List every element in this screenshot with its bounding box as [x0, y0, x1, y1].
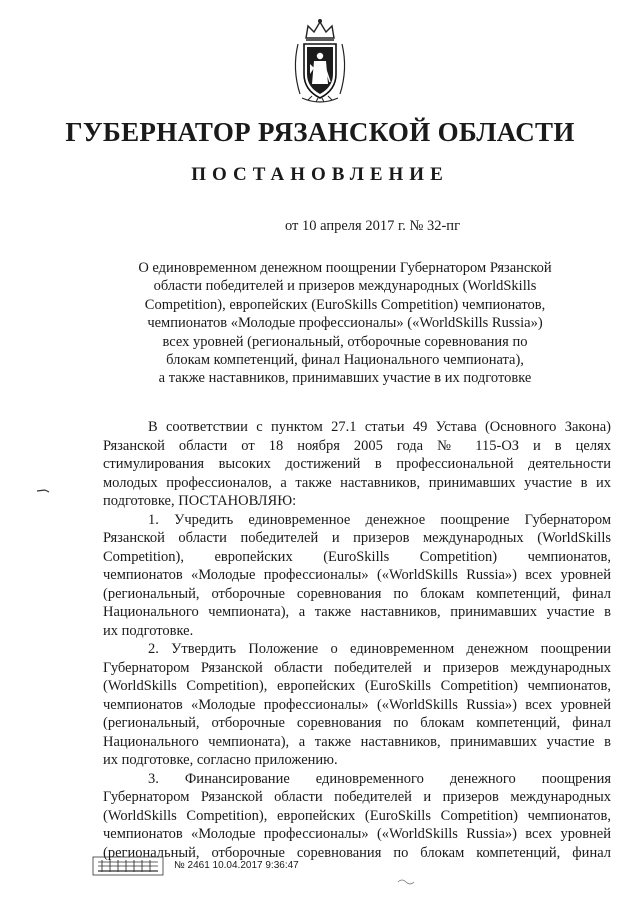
- clause-2-line: Губернатором Рязанской области победителей и призеров международных: [103, 659, 611, 676]
- preamble-line: В соответствии с пунктом 27.1 статьи 49 Устава (Основного Закона): [148, 419, 611, 435]
- scan-artifact: [396, 876, 416, 886]
- subject-line: О единовременном денежном поощрении Губернатором Рязанской: [138, 260, 552, 276]
- document-type: ПОСТАНОВЛЕНИЕ: [191, 164, 449, 185]
- document-subject: [120, 259, 570, 388]
- registration-stamp: № 2461 10.04.2017 9:36:47: [174, 860, 299, 871]
- clause-2-line: (региональный, отборочные соревнования по блокам компетенций, финал: [103, 715, 611, 731]
- subject-line: блокам компетенций, финал Национального чемпионата),: [166, 352, 524, 369]
- clause-3-line: Губернатором Рязанской области победителей и призеров международных: [103, 789, 611, 805]
- document-system-logo-icon: [92, 856, 164, 876]
- registration-footer: [92, 856, 299, 876]
- clause-2-line: (WorldSkills Competition), европейских (EuroSkills Competition) чемпионатов,: [103, 678, 611, 694]
- clause-1-line: Competition), европейских (EuroSkills Competition) чемпионатов,: [103, 548, 611, 565]
- clause-2-line: Национального чемпионата), а также наставников, принимавших участие в: [103, 733, 611, 750]
- clause-3-line: (региональный, отборочные соревнования по блокам компетенций, финал: [103, 844, 611, 861]
- date-number-text: от 10 апреля 2017 г. № 32-пг: [284, 218, 461, 234]
- clause-3-line: (WorldSkills Competition), европейских (EuroSkills Competition) чемпионатов,: [103, 807, 611, 824]
- clause-3-line: 3. Финансирование единовременного денежного поощрения: [148, 770, 611, 787]
- document-date-number: [0, 216, 640, 236]
- clause-2-line: 2. Утвердить Положение о единовременном денежном поощрении: [148, 641, 611, 657]
- clause-2-line: их подготовке, согласно приложению.: [103, 752, 338, 768]
- preamble-line: Рязанской области от 18 ноября 2005 года № 115-ОЗ и в целях: [103, 437, 611, 454]
- clause-1-line: Рязанской области победителей и призеров международных (WorldSkills: [103, 530, 611, 546]
- subject-line: чемпионатов «Молодые профессионалы» («WorldSkills Russia»): [147, 315, 543, 332]
- clause-1-line: 1. Учредить единовременное денежное поощрение Губернатором: [148, 511, 611, 528]
- scan-artifact: [36, 488, 50, 494]
- preamble-line: молодых профессионалов, а также наставников, принимавших участие в их: [103, 474, 611, 491]
- preamble-line: подготовке, ПОСТАНОВЛЯЮ:: [103, 493, 297, 509]
- subject-line: всех уровней (региональный, отборочные соревнования по: [162, 333, 528, 350]
- subject-line: а также наставников, принимавших участие в их подготовке: [158, 370, 532, 387]
- subject-line: области победителей и призеров международных (WorldSkills: [153, 278, 537, 295]
- clause-1-line: их подготовке.: [103, 622, 194, 639]
- clause-1-line: чемпионатов «Молодые профессионалы» («WorldSkills Russia») всех уровней: [103, 567, 611, 583]
- subject-line: Competition), европейских (EuroSkills Competition) чемпионатов,: [144, 296, 546, 313]
- document-body: [103, 418, 611, 862]
- clause-1-line: (региональный, отборочные соревнования по блокам компетенций, финал: [103, 585, 611, 602]
- clause-1-line: Национального чемпионата), а также наставников, принимавших участие в: [103, 604, 611, 620]
- governor-title: ГУБЕРНАТОР РЯЗАНСКОЙ ОБЛАСТИ: [65, 117, 575, 147]
- preamble-line: стимулирования высоких достижений в профессиональной деятельности: [103, 456, 611, 472]
- ryazan-coat-of-arms-icon: [288, 14, 352, 108]
- clause-2-line: чемпионатов «Молодые профессионалы» («WorldSkills Russia») всех уровней: [103, 696, 611, 713]
- clause-3-line: чемпионатов «Молодые профессионалы» («WorldSkills Russia») всех уровней: [103, 826, 611, 842]
